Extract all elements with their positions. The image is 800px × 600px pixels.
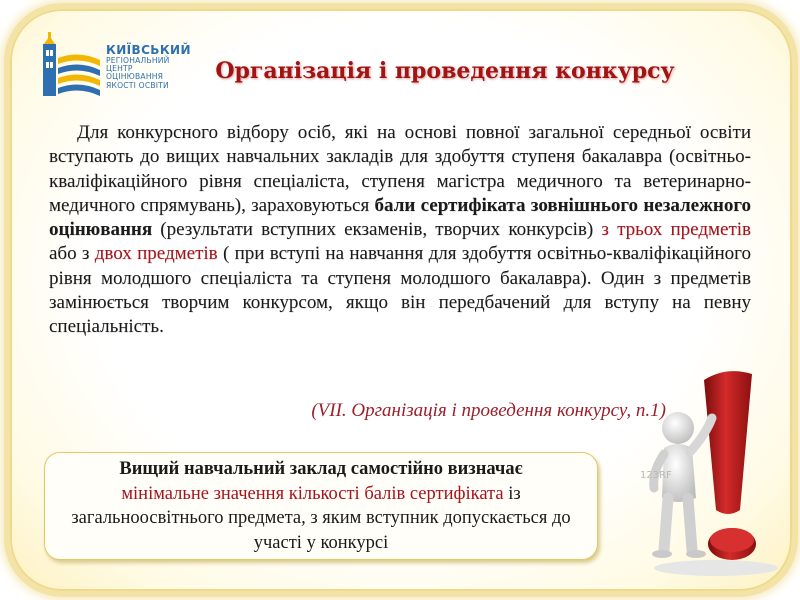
logo-text xyxy=(106,44,191,90)
main-paragraph xyxy=(49,121,751,340)
paragraph-red-emphasis-2: двох предметів xyxy=(94,243,218,265)
paragraph-bold-emphasis: бали сертифіката зовнішнього незалежного оцінювання xyxy=(49,194,751,241)
callout-bold: Вищий навчальний заклад самостійно визначає xyxy=(119,459,523,479)
logo-line-1: КИЇВСЬКИЙ xyxy=(106,43,191,57)
paragraph-text-4: ( при вступі на навчання для здобуття освітньо-кваліфікаційного рівня молодшого спеціаліста та ступеня молодшого бакалавра). Один з предметів замінюється творчим конкурсом, якщо він передбачений для вступу на певну спеціальність. xyxy=(49,243,751,338)
organization-logo xyxy=(34,28,191,104)
paragraph-text-3: або з xyxy=(49,243,95,265)
paragraph-text-1: Для конкурсного відбору осіб, які на основі повної загальної середньої освіти вступають до вищих навчальних закладів для здобуття ступеня бакалавра (освітньо-кваліфікаційного рівня спеціаліста, ступеня магістра медичного та ветеринарно-медичного спрямувань), зараховуються xyxy=(49,122,751,216)
watermark-text: 123RF xyxy=(640,470,672,481)
logo-line-2: РЕГІОНАЛЬНИЙ xyxy=(106,55,170,65)
exclamation-figure-illustration xyxy=(606,360,784,580)
slide-title: Організація і проведення конкурсу xyxy=(215,58,675,84)
logo-line-4: ЯКОСТІ ОСВІТИ xyxy=(106,80,169,90)
paragraph-red-emphasis-1: з трьох предметів xyxy=(601,219,751,241)
citation: (VII. Організація і проведення конкурсу, п.1) xyxy=(311,400,666,421)
callout-red: мінімальне значення кількості балів сертифіката xyxy=(121,483,504,504)
paragraph-text-2: (результати вступних екзаменів, творчих конкурсів) xyxy=(152,219,602,241)
callout-rest: із загальноосвітнього предмета, з яким вступник допускається до участі у конкурсі xyxy=(71,483,571,553)
callout-text xyxy=(45,457,597,555)
logo-line-3: ЦЕНТР ОЦІНЮВАННЯ xyxy=(106,64,164,82)
callout-box xyxy=(44,452,598,560)
logo-emblem-icon xyxy=(34,28,104,104)
